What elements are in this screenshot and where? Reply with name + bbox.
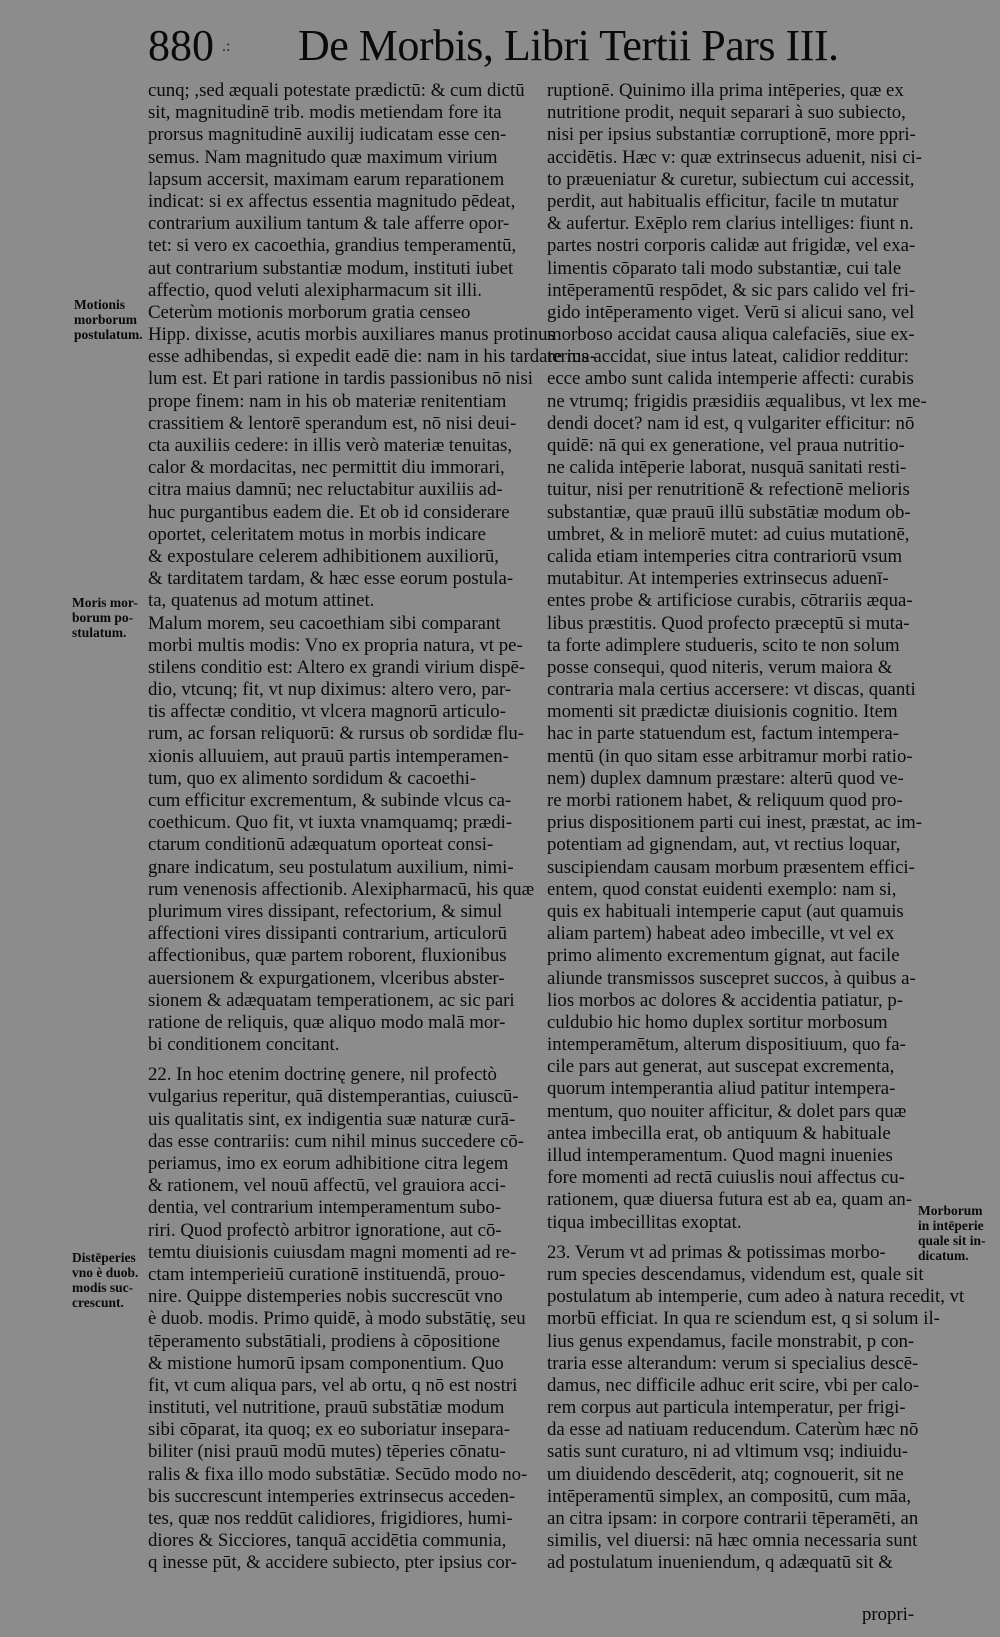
text-line: das esse contrariis: cum nihil minus succedere cō- — [148, 1130, 525, 1152]
text-line: coethicum. Quo fit, vt iuxta vnamquamq; prædi- — [148, 812, 513, 834]
text-line: mutabitur. At intemperies extrinsecus aduenī- — [547, 568, 889, 590]
text-line: plurimum vires dissipant, refectorium, & simul — [148, 900, 503, 922]
text-line: esse adhibendas, si expedit eadē die: nam in his tardare ma- — [148, 346, 596, 368]
text-line: q inesse pūt, & accidere subiecto, pter ipsius cor- — [148, 1552, 517, 1574]
text-line: prope finem: nam in his ob materiæ renitentiam — [148, 390, 507, 412]
text-line: ta forte adimplere studueris, scito te non solum — [547, 634, 900, 656]
catchword: propri- — [862, 1604, 915, 1625]
text-line: da esse ad natiuam reducendum. Caterùm hæc nō — [547, 1419, 919, 1441]
text-line: rum, ac forsan reliquorū: & rursus ob sordidæ flu- — [148, 723, 525, 745]
text-line: biliter (nisi prauū modū mutes) tēperies cōnatu- — [148, 1441, 506, 1463]
text-line: calida etiam intemperies citra contrariorū vsum — [547, 545, 903, 567]
text-line: xionis alluuiem, aut prauū partis intemperamen- — [148, 745, 509, 767]
text-line: traria esse alterandum: verum si specialius descē- — [547, 1352, 919, 1374]
text-line: dentia, vel contrarium intemperamentum subo- — [148, 1197, 502, 1219]
text-line: quidē: nā qui ex generatione, vel praua nutritio- — [547, 435, 905, 456]
text-line: sit, magnitudinē trib. modis metiendam fore ita — [148, 102, 502, 124]
header-separator: .: — [222, 38, 231, 55]
text-line: ratione de reliquis, quæ aliquo modo malā mor- — [148, 1011, 506, 1033]
text-line: perdit, aut habitualis efficitur, facile tn mutatur — [547, 190, 899, 212]
text-line: indicat: si ex affectus essentia magnitudo pēdeat, — [148, 190, 516, 212]
text-line: intēperamentū simplex, an compositū, cum māa, — [547, 1485, 912, 1507]
text-line: primo alimento excrementum gignat, aut facile — [547, 945, 900, 967]
text-line: tes, quæ nos reddūt calidiores, frigidiores, humi- — [148, 1508, 513, 1529]
margin-note-line: morborum — [74, 312, 137, 327]
text-line: lios morbos ac dolores & accidentia patiatur, p- — [547, 989, 903, 1011]
text-line: ne calida intēperie laborat, nusquā sanitati resti- — [547, 457, 907, 479]
text-line: affectioni vires dissipanti contrarium, articulorū — [148, 923, 507, 945]
text-line: aliam partem) habeat adeo imbecille, vt vel ex — [547, 923, 895, 945]
text-line: vulgarius reperitur, quā distemperantias, cuiuscū- — [148, 1086, 519, 1108]
text-line: prius dispositionem parti cui inest, præstat, ac im- — [547, 812, 923, 834]
text-line: diores & Sicciores, tanquā accidētia communia, — [148, 1530, 507, 1552]
text-line: crassitiem & lentorē sperandum est, nō nisi deui- — [148, 412, 517, 434]
text-line: Ceterùm motionis morborum gratia censeo — [148, 301, 471, 323]
text-line: semus. Nam magnitudo quæ maximum virium — [148, 146, 498, 168]
margin-note-line: dicatum. — [918, 1248, 969, 1263]
text-line: cile pars aut generat, aut suscepat excrementa, — [547, 1056, 895, 1078]
text-line: ecce ambo sunt calida intemperie affecti: curabis — [547, 368, 914, 390]
text-line: mentū (in quo sitam esse arbitramur morbi ratio- — [547, 745, 913, 767]
text-line: entes probe & artificiose curabis, cōtrariis æqua- — [547, 590, 913, 612]
margin-note-morborum — [918, 1203, 998, 1263]
text-line: illud intemperamentum. Quod magni inuenies — [547, 1145, 893, 1166]
paragraph-gap — [148, 1056, 534, 1064]
text-line: um diuidendo descēderit, atq; cognouerit, sit ne — [547, 1463, 904, 1485]
text-line: auersionem & expurgationem, vlceribus abster- — [148, 967, 505, 989]
text-line: nisi per ipsius substantiæ corruptionē, more ppri- — [547, 124, 916, 146]
text-line: lapsum accersit, maximam earum reparationem — [148, 168, 505, 190]
text-line: quorum intemperantia aliud patitur intempera- — [547, 1078, 896, 1100]
text-line: satis sunt curaturo, ni ad vltimum vsq; indiuidu- — [547, 1441, 908, 1463]
text-line: to præueniatur & curetur, subiectum cui accessit, — [547, 168, 915, 190]
margin-note-line: modis suc- — [72, 1280, 134, 1295]
margin-note-line: postulatum. — [74, 327, 143, 342]
text-line: an citra ipsam: in corpore contrarii tēperamēti, an — [547, 1508, 919, 1529]
text-line: tuitur, nisi per renutritionē & refectionē melioris — [547, 479, 910, 501]
text-line: lum est. Et pari ratione in tardis passionibus nō nisi — [148, 368, 533, 390]
text-line: morbū efficiat. In qua re sciendum est, q si solum il- — [547, 1308, 940, 1330]
margin-note-line: borum po- — [72, 610, 134, 625]
text-line: nutritione prodit, nequit separari à suo subiecto, — [547, 102, 906, 124]
text-line: aliunde transmissos suscepret succos, à quibus a- — [547, 967, 916, 989]
page-number: 880 — [148, 21, 214, 70]
text-line: periamus, imo ex eorum adhibitione citra legem — [148, 1153, 509, 1174]
text-line: riri. Quod profectò arbitror ignoratione, aut cō- — [148, 1219, 502, 1241]
text-line: partes nostri corporis calidæ aut frigidæ, vel exa- — [547, 235, 916, 257]
text-line: calor & mordacitas, nec permittit diu immorari, — [148, 457, 505, 479]
text-line: tum, quo ex alimento sordidum & cacoethi- — [148, 767, 477, 789]
text-line: momenti sit prædictæ diuisionis cognitio. Item — [547, 701, 898, 723]
margin-note-distemperies — [72, 1250, 148, 1310]
text-line: intēperamentū respōdet, & sic pars calido vel fri- — [547, 279, 916, 301]
text-line: & tarditatem tardam, & hæc esse eorum postula- — [148, 568, 514, 590]
margin-note-line: quale sit in- — [918, 1233, 986, 1248]
text-line: limentis cōparato tali modo substantiæ, cui tale — [547, 257, 902, 279]
text-line: culdubio hic homo duplex sortitur morbosum — [547, 1011, 888, 1033]
text-line: rum species descendamus, videndum est, quale sit — [547, 1263, 924, 1285]
text-line: accidētis. Hæc v: quæ extrinsecus aduenit, nisi ci- — [547, 146, 923, 168]
text-line: similis, vel diuersi: nā hæc omnia necessaria sunt — [547, 1530, 918, 1552]
text-line: cunq; ,sed æquali potestate prædictū: & cum dictū — [148, 80, 525, 101]
text-line: lius genus expendamus, facile monstrabit, p con- — [547, 1330, 915, 1352]
margin-note-line: Morborum — [918, 1203, 983, 1218]
text-line: Malum morem, seu cacoethiam sibi comparant — [148, 612, 501, 634]
margin-note-mores — [72, 595, 148, 640]
text-line: 22. In hoc etenim doctrinę genere, nil profectò — [148, 1064, 497, 1086]
text-line: contraria mala certius accersere: vt discas, quanti — [547, 679, 916, 701]
text-line: instituti, vel nutritione, prauū substātiæ modum — [148, 1397, 505, 1419]
text-line: & expostulare celerem adhibitionem auxiliorū, — [148, 545, 499, 567]
text-line: ctam intemperieiū curationē instituendā, prouo- — [148, 1263, 506, 1285]
text-line: ruptionē. Quinimo illa prima intēperies, quæ ex — [547, 80, 904, 101]
text-line: prorsus magnitudinē auxilij iudicatam esse cen- — [148, 124, 507, 146]
text-line: aut contrarium substantiæ modum, instituti iubet — [148, 257, 514, 279]
text-line: bi conditionem concitant. — [148, 1034, 340, 1056]
margin-note-motion — [74, 297, 150, 342]
text-line: & mistione humorū ipsam componentium. Quo — [148, 1352, 504, 1374]
text-line: morbi multis modis: Vno ex propria natura, vt pe- — [148, 634, 523, 656]
text-line: contrarium auxilium tantum & tale afferre opor- — [148, 213, 510, 235]
text-line: nem) duplex damnum præstare: alterū quod ve- — [547, 767, 904, 789]
text-line: libus præstitis. Quod profecto præceptū si muta- — [547, 612, 910, 634]
text-line: morboso accidat causa aliqua calefaciēs, siue ex- — [547, 324, 915, 346]
text-line: sibi cōparat, ita quoq; ex eo suboriatur insepara- — [148, 1419, 510, 1441]
text-line: Hipp. dixisse, acutis morbis auxiliares manus protinus — [148, 324, 555, 346]
text-line: stilens conditio est: Altero ex grandi virium dispē- — [148, 656, 526, 678]
text-line: mentum, quo nouiter afficitur, & dolet pars quæ — [547, 1100, 907, 1122]
text-line: gnare indicatum, seu postulatum auxilium, nimi- — [148, 856, 514, 878]
text-line: bis succrescunt intemperies extrinsecus acceden- — [148, 1485, 516, 1507]
text-line: & aufertur. Exēplo rem clarius intelliges: fiunt n. — [547, 213, 914, 235]
text-line: tiqua imbecillitas exoptat. — [547, 1211, 742, 1233]
margin-note-line: Distēperies — [72, 1250, 136, 1265]
margin-note-line: stulatum. — [72, 625, 127, 640]
text-line: huc purgantibus eadem die. Et ob id considerare — [148, 501, 510, 523]
text-line: tis affectæ conditio, vt vlcera magnorū articulo- — [148, 701, 506, 723]
text-line: rum venenosis affectionib. Alexipharmacū, his quæ — [148, 878, 535, 900]
text-line: hac in parte statuendum est, factum intempera- — [547, 723, 900, 745]
text-line: sionem & adæquatam temperationem, ac sic pari — [148, 989, 515, 1011]
text-line: temtu diuisionis cuiusdam magni momenti ad re- — [148, 1241, 517, 1263]
text-line: substantiæ, quæ prauū illū substātiæ modum ob- — [547, 501, 911, 523]
text-line: damus, nec difficile adhuc erit scire, vbi per calo- — [547, 1374, 919, 1396]
text-line: potentiam ad gignendam, aut, vt rectius loquar, — [547, 834, 901, 856]
text-line: cta auxiliis cedere: in illis verò materiæ tenuitas, — [148, 435, 513, 456]
text-line: quis ex habituali intemperie caput (aut quamuis — [547, 900, 904, 922]
text-line: 23. Verum vt ad primas & potissimas morbo- — [547, 1241, 886, 1263]
text-line: umbret, & in meliorē mutet: ad cuius mutationē, — [547, 523, 910, 545]
text-line: oportet, celeritatem motus in morbis indicare — [148, 523, 486, 545]
running-header — [0, 18, 1000, 74]
text-line: ctarum conditionū adæquatum oporteat consi- — [148, 834, 494, 856]
text-line: nire. Quippe distemperies nobis succrescūt vno — [148, 1286, 503, 1308]
text-line: fore momenti ad rectā cuiuslis noui affectus cu- — [547, 1167, 905, 1189]
text-line: posse consequi, quod niteris, verum maiora & — [547, 656, 893, 678]
paragraph-gap — [547, 1234, 917, 1242]
text-line: cum efficitur excrementum, & subinde vlcus ca- — [148, 790, 512, 811]
text-line: ta, quatenus ad motum attinet. — [148, 590, 375, 612]
margin-note-line: in intēperie — [918, 1218, 984, 1233]
margin-note-line: Moris mor- — [72, 595, 138, 610]
text-line: uis qualitatis sint, ex indigentia suæ naturæ curā- — [148, 1108, 516, 1130]
text-line: ne vtrumq; frigidis præsidiis æqualibus, vt lex me- — [547, 390, 927, 412]
left-text-column — [148, 80, 596, 1575]
text-line: affectio, quod veluti alexipharmacum sit illi. — [148, 279, 482, 301]
text-line: dendi docet? nam id est, q vulgariter efficitur: nō — [547, 412, 915, 434]
margin-note-line: vno è duob. — [72, 1265, 139, 1280]
text-line: dio, vtcunq; fit, vt nup diximus: altero vero, par- — [148, 679, 512, 701]
text-line: re morbi rationem habet, & reliquum quod pro- — [547, 790, 903, 811]
text-line: è duob. modis. Primo quidē, à modo substātię, seu — [148, 1308, 526, 1330]
text-line: & rationem, vel nouū affectū, vel grauiora acci- — [148, 1175, 506, 1197]
text-line: intemperamētum, alterum dispositiuum, quo fa- — [547, 1034, 906, 1056]
text-line: tet: si vero ex cacoethia, grandius temperamentū, — [148, 235, 517, 257]
text-line: ralis & fixa illo modo substātiæ. Secūdo modo no- — [148, 1463, 528, 1485]
running-title: De Morbis, Libri Tertii Pars III. — [298, 21, 839, 70]
text-line: ad postulatum inueniendum, q adæquatū sit & — [547, 1552, 893, 1574]
text-line: fit, vt cum aliqua pars, vel ab ortu, q nō est nostri — [148, 1374, 518, 1396]
text-line: entem, quod constat euidenti exemplo: nam si, — [547, 878, 897, 900]
text-line: tēperamento substātiali, prodiens à cōpositione — [148, 1330, 501, 1352]
text-line: postulatum ab intemperie, cum adeo à natura recedit, vt — [547, 1286, 965, 1308]
text-line: citra maius damnū; nec reluctabitur auxiliis ad- — [148, 479, 503, 501]
text-line: rem corpus aut particula intemperatur, per frigi- — [547, 1397, 906, 1419]
text-line: affectionibus, quæ partem roborent, fluxionibus — [148, 945, 507, 967]
text-line: terius accidat, siue intus lateat, calidior redditur: — [547, 346, 909, 368]
text-line: rationem, quæ diuersa futura est ab ea, quam an- — [547, 1189, 913, 1211]
text-line: antea imbecilla erat, ob antiquum & habituale — [547, 1122, 891, 1144]
margin-note-line: Motionis — [74, 297, 126, 312]
margin-note-line: crescunt. — [72, 1295, 124, 1310]
text-line: suscipiendam causam morbum præsentem effici- — [547, 856, 915, 878]
text-line: gido intēperamento viget. Verū si alicui sano, vel — [547, 301, 915, 323]
